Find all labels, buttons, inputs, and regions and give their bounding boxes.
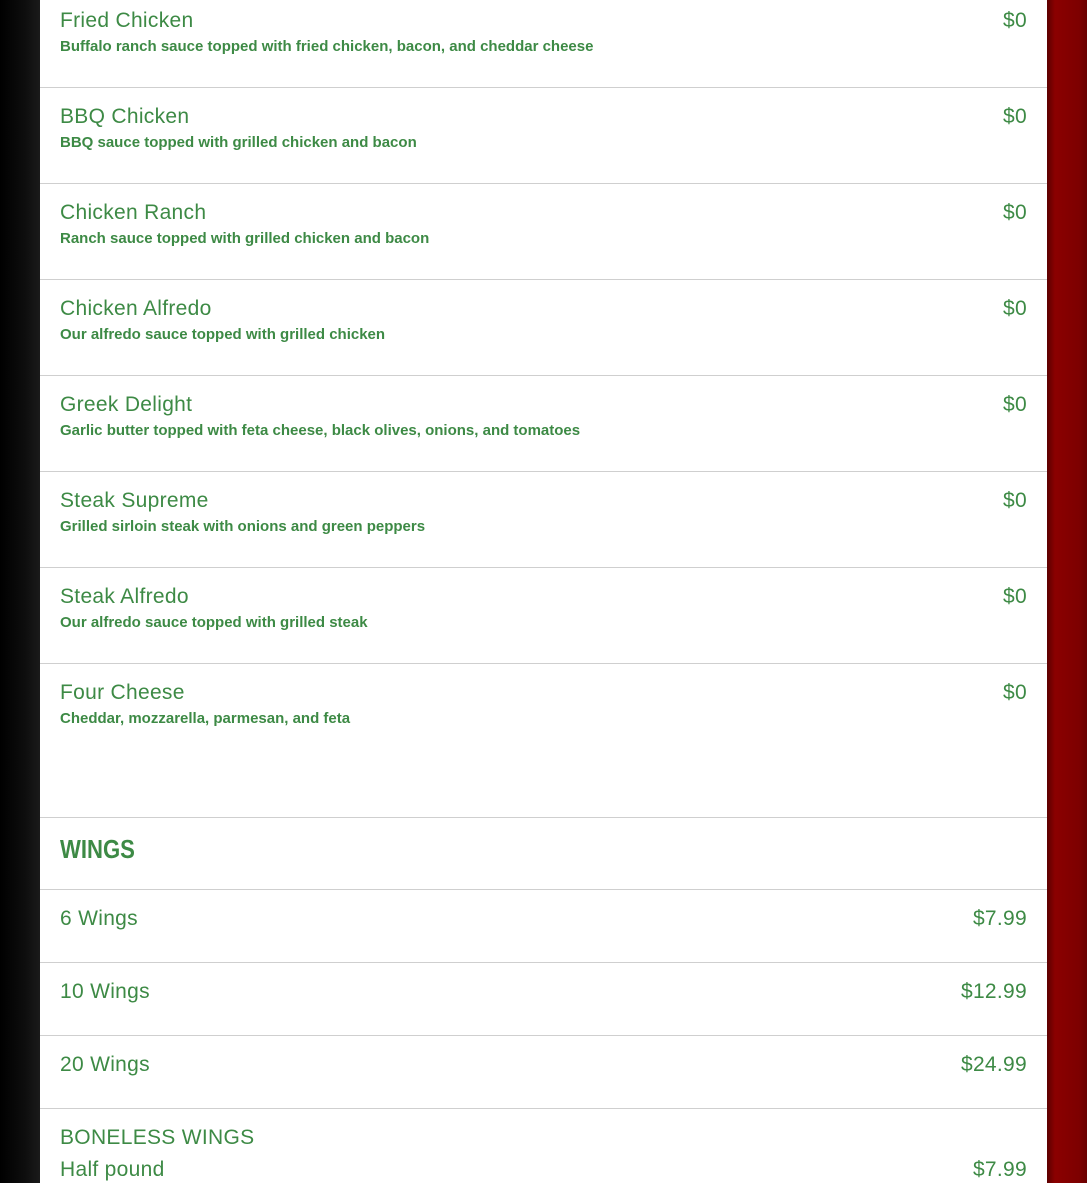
item-description: Ranch sauce topped with grilled chicken and bacon [60,230,430,247]
item-name: Four Cheese [60,681,185,704]
menu-item-greek-delight [40,376,1047,472]
menu-item-chicken-ranch [40,184,1047,280]
item-price: $0 [1003,681,1027,704]
item-price: $7.99 [972,907,1027,930]
item-name: BBQ Chicken [60,105,190,128]
item-description: Garlic butter topped with feta cheese, black olives, onions, and tomatoes [60,422,581,439]
item-name: Chicken Ranch [60,201,207,224]
menu-item-20-wings [40,1036,1047,1109]
item-name: 20 Wings [60,1053,150,1076]
menu-item-chicken-alfredo [40,280,1047,376]
item-description: Grilled sirloin steak with onions and green peppers [60,518,426,535]
item-price: $0 [1003,201,1027,224]
menu-item-6-wings [40,890,1047,963]
item-price: $0 [1003,489,1027,512]
boneless-wings-title: BONELESS WINGS [60,1126,255,1149]
item-name: 6 Wings [60,907,138,930]
menu-item-steak-supreme [40,472,1047,568]
item-name: 10 Wings [60,980,150,1003]
menu-item-four-cheese [40,664,1047,818]
item-name: Greek Delight [60,393,193,416]
item-name: Half pound [60,1158,165,1181]
item-price: $7.99 [972,1158,1027,1181]
item-description: Buffalo ranch sauce topped with fried chicken, bacon, and cheddar cheese [60,38,594,55]
menu-item-fried-chicken [40,0,1047,88]
section-header-wings [40,818,1047,890]
menu-item-boneless-wings [40,1109,1047,1183]
item-price: $12.99 [960,980,1027,1003]
item-name: Steak Alfredo [60,585,189,608]
item-name: Steak Supreme [60,489,209,512]
item-price: $0 [1003,105,1027,128]
menu-item-10-wings [40,963,1047,1036]
menu-item-bbq-chicken [40,88,1047,184]
item-price: $0 [1003,9,1027,32]
item-price: $0 [1003,297,1027,320]
item-description: Cheddar, mozzarella, parmesan, and feta [60,710,351,727]
section-title: WINGS [60,834,135,864]
item-description: Our alfredo sauce topped with grilled steak [60,614,368,631]
right-background-rail [1047,0,1087,1183]
item-name: Chicken Alfredo [60,297,212,320]
left-background-rail [0,0,40,1183]
item-description: Our alfredo sauce topped with grilled chicken [60,326,386,343]
item-price: $0 [1003,585,1027,608]
item-price: $24.99 [960,1053,1027,1076]
item-description: BBQ sauce topped with grilled chicken and bacon [60,134,417,151]
item-name: Fried Chicken [60,9,194,32]
item-price: $0 [1003,393,1027,416]
menu-panel [40,0,1047,1183]
menu-item-steak-alfredo [40,568,1047,664]
